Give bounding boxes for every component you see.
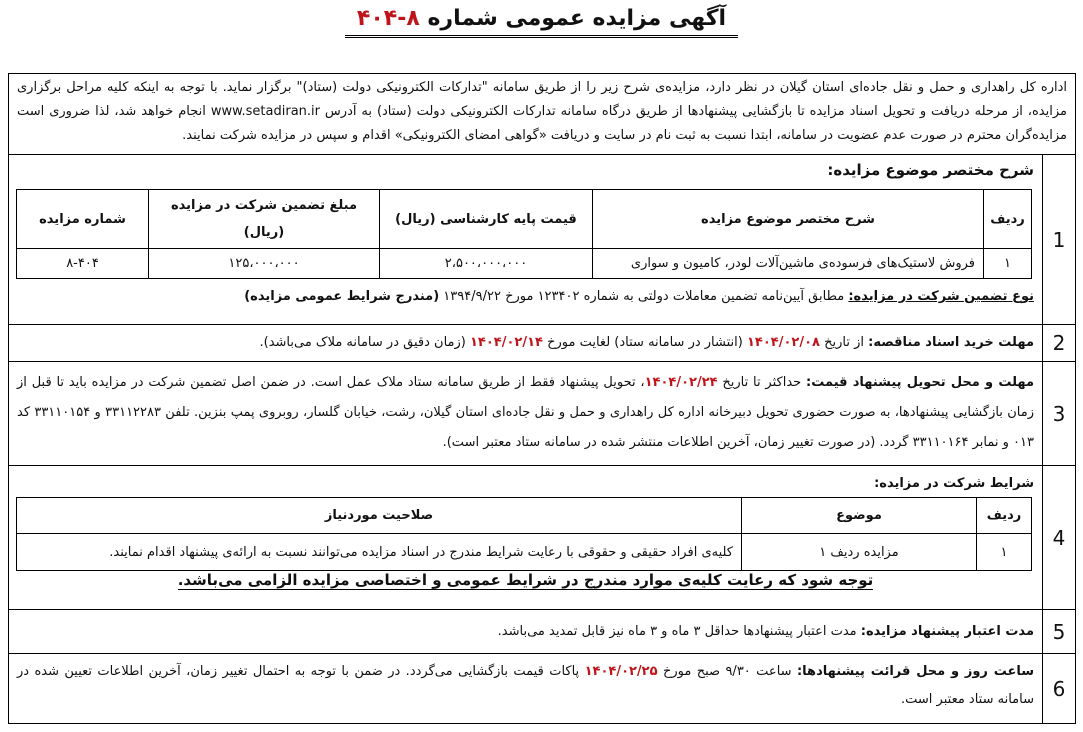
- section-6: [9, 654, 1075, 723]
- section-label: مهلت و محل تحویل پیشنهاد قیمت:: [806, 375, 1035, 390]
- auction-number: ۸-۴۰۴: [356, 6, 420, 31]
- section-number: 2: [1042, 325, 1075, 361]
- date-end: ۱۴۰۴/۰۲/۱۴: [469, 335, 543, 350]
- table-cell: ۱: [984, 249, 1032, 279]
- table-cell: ۸-۴۰۴: [17, 249, 149, 279]
- column-header: قیمت پایه کارشناسی (ریال): [380, 190, 593, 249]
- column-header: ردیف: [984, 190, 1032, 249]
- guarantee-line: [17, 283, 1034, 310]
- table-row: [17, 249, 1032, 279]
- column-header: شرح مختصر موضوع مزایده: [593, 190, 984, 249]
- column-header: مبلغ تضمین شرکت در مزایده (ریال): [149, 190, 380, 249]
- table-cell: ۱: [977, 534, 1032, 571]
- compliance-note-text: توجه شود که رعایت کلیه‌ی موارد مندرج در شرایط عمومی و اختصاصی مزایده الزامی می‌باشد.: [177, 571, 874, 589]
- text-segment: از تاریخ: [824, 335, 864, 350]
- table-cell: ۱۲۵،۰۰۰،۰۰۰: [149, 249, 380, 279]
- table-row: [17, 534, 1032, 571]
- section-content: [9, 155, 1042, 324]
- section-3: [9, 362, 1075, 466]
- column-header: صلاحیت موردنیاز: [17, 498, 742, 534]
- table-cell: ۲،۵۰۰،۰۰۰،۰۰۰: [380, 249, 593, 279]
- table-header-row: [17, 190, 1032, 249]
- guarantee-label: نوع تضمین شرکت در مزایده:: [848, 289, 1034, 304]
- section-5: [9, 610, 1075, 654]
- section-header: شرایط شرکت در مزایده:: [874, 476, 1034, 491]
- column-header: موضوع: [742, 498, 977, 534]
- text-segment: ، تحویل پیشنهاد فقط از طریق سامانه ستاد ملاک عمل است. در ضمن اصل تضمین شرکت در مزایده باید تا قبل از زمان بازگشایی پیشنهادها، به صورت حضوری تحویل دبیرخانه اداره کل راهداری و حمل و نقل جاده‌ای استان گیلان، رشت، خیابان گلسار، روبروی پمپ بنزین. تلفن ۳۳۱۱۲۲۸۳ و ۳۳۱۱۰۱۵۴ کد ۰۱۳ و نمابر ۳۳۱۱۰۱۶۴ گردد. (در صورت تغییر زمان، آخرین اطلاعات منتشر شده در سامانه ستاد معتبر است).: [17, 375, 1034, 450]
- text-segment: ساعت ۹/۳۰ صبح مورخ: [662, 664, 792, 679]
- section-number: 4: [1042, 466, 1075, 609]
- section-content: [9, 362, 1042, 465]
- section-4: [9, 466, 1075, 610]
- page-title: [345, 6, 738, 38]
- section-content: [9, 610, 1042, 653]
- deadline-date: ۱۴۰۴/۰۲/۲۴: [644, 375, 718, 390]
- date-start: ۱۴۰۴/۰۲/۰۸: [746, 335, 820, 350]
- table-cell: مزایده ردیف ۱: [742, 534, 977, 571]
- section-label: مهلت خرید اسناد مناقصه:: [868, 335, 1034, 350]
- table-cell: کلیه‌ی افراد حقیقی و حقوقی با رعایت شرایط مندرج در اسناد مزایده می‌توانند نسبت به ارائه‌ی پیشنهاد اقدام نمایند.: [17, 534, 742, 571]
- text-segment: مدت اعتبار پیشنهادها حداقل ۳ ماه و ۳ ماه نیز قابل تمدید می‌باشد.: [497, 624, 857, 639]
- opening-date: ۱۴۰۴/۰۲/۲۵: [584, 664, 658, 679]
- compliance-note: [9, 567, 1042, 594]
- text-segment: پاکات قیمت بازگشایی می‌گردد. در ضمن با توجه به احتمال تغییر زمان، آخرین اطلاعات تعیین شده در سامانه ستاد معتبر است.: [17, 664, 1034, 707]
- column-header: شماره مزایده: [17, 190, 149, 249]
- title-text: آگهی مزایده عمومی شماره: [427, 6, 727, 31]
- section-content: [9, 654, 1042, 723]
- section-1: [9, 155, 1075, 325]
- section-label: ساعت روز و محل قرائت پیشنهادها:: [796, 664, 1034, 679]
- section-label: مدت اعتبار پیشنهاد مزایده:: [860, 624, 1034, 639]
- text-segment: (انتشار در سامانه ستاد) لغایت مورخ: [547, 335, 743, 350]
- section-2: [9, 325, 1075, 362]
- section-content: [9, 325, 1042, 361]
- text-segment: (زمان دقیق در سامانه ملاک می‌باشد).: [259, 335, 466, 350]
- title-wrap: [0, 6, 1083, 38]
- eligibility-table: [16, 497, 1032, 571]
- auction-table: [16, 189, 1032, 279]
- guarantee-text: مطابق آیین‌نامه تضمین معاملات دولتی به شماره ۱۲۳۴۰۲ مورخ ۱۳۹۴/۹/۲۲: [443, 289, 845, 304]
- guarantee-suffix: (مندرج شرایط عمومی مزایده): [244, 289, 440, 304]
- section-number: 1: [1042, 155, 1075, 324]
- section-number: 5: [1042, 610, 1075, 653]
- column-header: ردیف: [977, 498, 1032, 534]
- section-content: [9, 466, 1042, 609]
- text-segment: حداکثر تا تاریخ: [722, 375, 802, 390]
- table-cell: فروش لاستیک‌های فرسوده‌ی ماشین‌آلات لودر، کامیون و سواری: [593, 249, 984, 279]
- table-header-row: [17, 498, 1032, 534]
- announcement-frame: [8, 73, 1076, 724]
- section-number: 6: [1042, 654, 1075, 723]
- section-number: 3: [1042, 362, 1075, 465]
- section-header: شرح مختصر موضوع مزایده:: [827, 161, 1034, 179]
- intro-paragraph: اداره کل راهداری و حمل و نقل جاده‌ای استان گیلان در نظر دارد، مزایده‌ی شرح زیر را از طریق سامانه "تدارکات الکترونیکی دولت (ستاد)" برگزار نماید. با توجه به اینکه کلیه مراحل برگزاری مزایده، از مرحله دریافت و تحویل اسناد مزایده تا بازگشایی پیشنهادها از طریق درگاه سامانه تدارکات الکترونیکی دولت (ستاد) به آدرس www.setadiran.ir انجام خواهد شد، لذا ضروری است مزایده‌گران محترم در صورت عدم عضویت در سامانه، ابتدا نسبت به ثبت نام در سایت و دریافت «گواهی امضای الکترونیکی» اقدام و سپس در مزایده شرکت نمایند.: [9, 74, 1075, 155]
